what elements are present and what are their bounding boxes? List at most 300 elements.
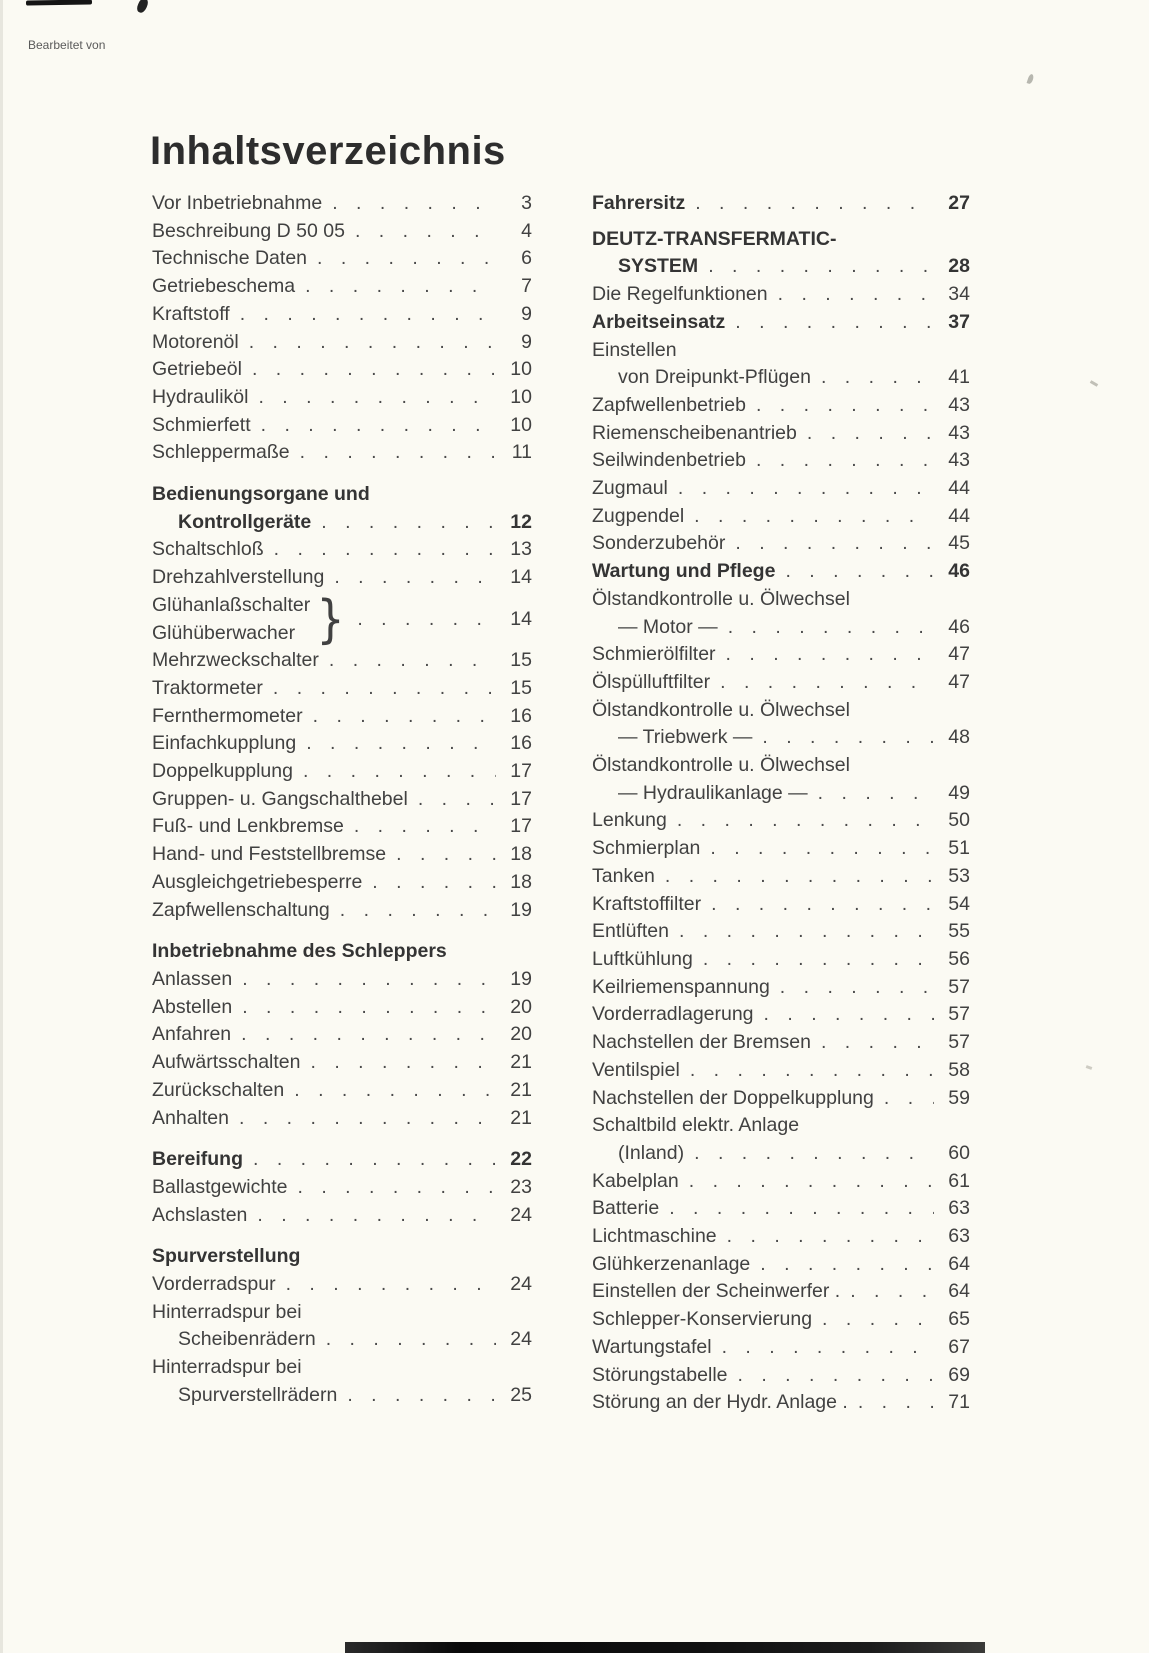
toc-entry-label: Abstellen	[152, 995, 233, 1018]
toc-entry-page: 67	[948, 1335, 970, 1358]
toc-entry	[152, 647, 532, 675]
toc-entry-label: Störung an der Hydr. Anlage .	[592, 1391, 848, 1414]
toc-entry	[592, 918, 970, 946]
toc-entry-page: 63	[948, 1197, 970, 1220]
toc-entry	[152, 786, 532, 814]
toc-entry	[592, 281, 970, 309]
toc-entry-label: Keilriemenspannung	[592, 975, 770, 998]
toc-entry	[592, 1112, 970, 1140]
toc-entry-page: 44	[948, 504, 970, 527]
dot-leader	[850, 1278, 934, 1306]
toc-entry-label: Vorderradlagerung	[592, 1003, 754, 1026]
toc-entry	[592, 253, 970, 281]
toc-entry-label: Die Regelfunktionen	[592, 283, 768, 306]
toc-column	[592, 190, 970, 1417]
toc-entry-label: Wartung und Pflege	[592, 560, 776, 583]
toc-entry	[152, 966, 532, 994]
toc-entry	[152, 994, 532, 1022]
toc-entry	[152, 938, 532, 966]
toc-entry-page: 14	[510, 607, 532, 630]
dot-leader	[239, 1105, 496, 1133]
dot-leader	[821, 1029, 934, 1057]
toc-entry-page: 24	[510, 1328, 532, 1351]
toc-entry-page: 58	[948, 1058, 970, 1081]
toc-entry-label: Bedienungsorgane und	[152, 483, 370, 506]
toc-entry-page: 16	[510, 704, 532, 727]
toc-entry-page: 41	[948, 366, 970, 389]
toc-entry-page: 69	[948, 1363, 970, 1386]
toc-entry-page: 24	[510, 1203, 532, 1226]
toc-entry-label: Anfahren	[152, 1023, 232, 1046]
toc-entry	[592, 807, 970, 835]
toc-entry-page: 19	[510, 898, 532, 921]
toc-entry-label: Entlüften	[592, 920, 669, 943]
scan-artifact-top-line	[26, 0, 92, 6]
dot-leader	[708, 253, 934, 281]
toc-entry-page: 48	[948, 726, 970, 749]
toc-entry	[152, 509, 532, 537]
toc-entry	[592, 1001, 970, 1029]
dot-leader	[249, 329, 496, 357]
toc-entry-page: 12	[510, 510, 532, 533]
toc-entry	[592, 530, 970, 558]
toc-entry-page: 37	[948, 310, 970, 333]
toc-entry-label: Arbeitseinsatz	[592, 310, 726, 333]
toc-entry	[592, 392, 970, 420]
toc-entry	[592, 1168, 970, 1196]
toc-entry-label: Luftkühlung	[592, 947, 693, 970]
toc-entry	[592, 226, 970, 254]
dot-leader	[689, 1168, 934, 1196]
toc-entry	[592, 1362, 970, 1390]
toc-entry-page: 57	[948, 1031, 970, 1054]
toc-entry	[152, 1271, 532, 1299]
dot-leader	[694, 1140, 934, 1168]
dot-leader	[273, 675, 496, 703]
toc-entry-page: 17	[510, 787, 532, 810]
toc-entry-page: 21	[510, 1106, 532, 1129]
toc-entry-label: Kraftstoff	[152, 302, 230, 325]
toc-entry	[592, 1029, 970, 1057]
toc-entry-page: 13	[510, 538, 532, 561]
toc-entry	[592, 1085, 970, 1113]
toc-entry-page: 14	[510, 566, 532, 589]
toc-entry-label: Tanken	[592, 864, 655, 887]
toc-entry-page: 47	[948, 670, 970, 693]
dot-leader	[347, 1382, 496, 1410]
dot-leader	[690, 1057, 934, 1085]
toc-entry-label: Riemenscheibenantrieb	[592, 421, 797, 444]
toc-entry-label: Einstellen der Scheinwerfer .	[592, 1280, 841, 1303]
toc-entry	[152, 273, 532, 301]
toc-entry-label: Traktormeter	[152, 676, 263, 699]
toc-entry	[592, 475, 970, 503]
toc-entry-label: Gruppen- u. Gangschalthebel	[152, 787, 408, 810]
toc-entry-label: DEUTZ-TRANSFERMATIC-	[592, 227, 837, 250]
toc-entry-label: von Dreipunkt-Pflügen	[618, 366, 811, 389]
toc-entry	[152, 301, 532, 329]
toc-entry-label: Zugmaul	[592, 477, 668, 500]
toc-entry	[592, 780, 970, 808]
toc-entry-label: — Hydraulikanlage —	[618, 781, 808, 804]
toc-entry-page: 27	[948, 192, 970, 214]
toc-entry-lines	[152, 592, 310, 647]
toc-entry	[152, 536, 532, 564]
dot-leader	[317, 245, 496, 273]
dot-leader	[756, 447, 934, 475]
dot-leader	[253, 1146, 496, 1174]
toc-entry-page: 3	[521, 192, 532, 214]
toc-entry-label: Schmierplan	[592, 837, 701, 860]
toc-entry	[592, 863, 970, 891]
toc-entry	[152, 1326, 532, 1354]
toc-entry	[592, 835, 970, 863]
toc-entry-label: Sonderzubehör	[592, 532, 726, 555]
toc-entry-page: 9	[521, 330, 532, 353]
scan-artifact-pen-mark	[135, 0, 149, 14]
toc-entry-label: Schmierfett	[152, 413, 251, 436]
toc-entry-label: Zurückschalten	[152, 1078, 285, 1101]
toc-entry	[152, 813, 532, 841]
toc-entry	[152, 1146, 532, 1174]
toc-entry-label: — Triebwerk —	[618, 726, 753, 749]
toc-entry	[152, 190, 532, 218]
toc-entry-label: Scheibenrädern	[178, 1328, 316, 1351]
toc-entry-label: Einfachkupplung	[152, 732, 297, 755]
toc-entry-label: Schmierölfilter	[592, 643, 716, 666]
toc-entry	[152, 412, 532, 440]
toc-entry	[152, 1243, 532, 1271]
toc-entry-label: Ölstandkontrolle u. Ölwechsel	[592, 698, 850, 721]
dot-leader	[242, 994, 496, 1022]
dot-leader	[286, 1271, 496, 1299]
toc-entry-page: 24	[510, 1273, 532, 1296]
toc-entry	[592, 503, 970, 531]
dot-leader	[329, 647, 496, 675]
toc-entry-page: 71	[948, 1391, 970, 1414]
toc-entry-label: Ventilspiel	[592, 1058, 680, 1081]
dot-leader	[780, 974, 934, 1002]
toc-entry-label: Schaltschloß	[152, 538, 264, 561]
toc-column	[152, 190, 532, 1410]
toc-entry-label: Hinterradspur bei	[152, 1356, 302, 1379]
toc-entry-page: 45	[948, 532, 970, 555]
toc-entry	[152, 356, 532, 384]
toc-entry	[592, 586, 970, 614]
brace-glyph: }	[316, 589, 345, 650]
dot-leader	[274, 536, 496, 564]
dot-leader	[807, 420, 934, 448]
toc-entry-page: 16	[510, 732, 532, 755]
toc-entry-page: 25	[510, 1383, 532, 1406]
dot-leader	[760, 1251, 934, 1279]
dot-leader	[678, 475, 934, 503]
toc-entry-label: Batterie	[592, 1197, 660, 1220]
toc-entry-page: 21	[510, 1051, 532, 1074]
toc-entry-page: 43	[948, 393, 970, 416]
toc-entry-label: Glühüberwacher	[152, 621, 296, 644]
dot-leader	[305, 273, 496, 301]
dot-leader	[396, 841, 496, 869]
toc-entry-page: 57	[948, 1003, 970, 1026]
toc-entry-label: Getriebeschema	[152, 275, 296, 298]
toc-entry-label: (Inland)	[618, 1141, 685, 1164]
toc-entry-page: 9	[521, 302, 532, 325]
toc-entry-page: 51	[948, 837, 970, 860]
toc-entry-label: Ballastgewichte	[152, 1175, 288, 1198]
toc-entry-page: 43	[948, 421, 970, 444]
dot-leader	[762, 724, 934, 752]
dot-leader	[252, 356, 496, 384]
toc-entry-label: Kraftstoffilter	[592, 892, 702, 915]
dot-leader	[242, 966, 496, 994]
toc-entry	[592, 752, 970, 780]
dot-leader	[240, 301, 496, 329]
toc-entry-page: 20	[510, 1023, 532, 1046]
dot-leader	[818, 780, 934, 808]
toc-entry	[152, 1299, 532, 1327]
dot-leader	[298, 1174, 497, 1202]
dot-leader	[294, 1077, 496, 1105]
toc-entry-page: 23	[510, 1175, 532, 1198]
toc-entry-label: Fernthermometer	[152, 704, 303, 727]
toc-entry-page: 64	[948, 1252, 970, 1275]
toc-entry-page: 18	[510, 843, 532, 866]
toc-entry-page: 22	[510, 1148, 532, 1171]
toc-entry	[152, 1049, 532, 1077]
toc-entry	[152, 897, 532, 925]
scan-artifact-speck	[1027, 73, 1035, 84]
toc-entry-page: 6	[521, 247, 532, 270]
toc-entry	[592, 1278, 970, 1306]
toc-entry	[152, 1021, 532, 1049]
toc-entry-label: Hand- und Feststellbremse	[152, 843, 387, 866]
toc-entry-page: 57	[948, 975, 970, 998]
toc-entry-label: Fahrersitz	[592, 192, 686, 214]
toc-entry-page: 65	[948, 1308, 970, 1331]
toc-entry-label: Getriebeöl	[152, 358, 242, 381]
scan-artifact-speck	[1086, 1065, 1093, 1070]
toc-entry-label: Lenkung	[592, 809, 667, 832]
scan-artifact-speck	[1090, 380, 1098, 387]
toc-entry	[152, 1077, 532, 1105]
toc-entry	[592, 614, 970, 642]
toc-entry-label: Schlepper-Konservierung	[592, 1308, 813, 1331]
toc-entry-page: 47	[948, 643, 970, 666]
toc-entry	[592, 697, 970, 725]
toc-entry-label: Seilwindenbetrieb	[592, 449, 746, 472]
dot-leader	[695, 190, 934, 218]
toc-entry-label: Spurverstellrädern	[178, 1383, 338, 1406]
toc-entry-page: 15	[510, 649, 532, 672]
toc-entry-label: Nachstellen der Bremsen	[592, 1031, 811, 1054]
dot-leader	[334, 564, 496, 592]
toc-entry	[592, 420, 970, 448]
dot-leader	[241, 1021, 496, 1049]
toc-entry	[152, 329, 532, 357]
dot-leader	[738, 1362, 934, 1390]
toc-entry-label: Ölstandkontrolle u. Ölwechsel	[592, 754, 850, 777]
dot-leader	[372, 869, 496, 897]
toc-entry-page: 64	[948, 1280, 970, 1303]
toc-entry-label: Zapfwellenbetrieb	[592, 393, 746, 416]
scan-artifact-bottom-bar	[345, 1642, 985, 1653]
toc-entry-page: 60	[948, 1141, 970, 1164]
toc-entry-label: Motorenöl	[152, 330, 239, 353]
toc-entry-page: 50	[948, 809, 970, 832]
toc-entry-label: Kabelplan	[592, 1169, 679, 1192]
toc-entry-label: Glühanlaßschalter	[152, 593, 311, 616]
toc-entry-label: Wartungstafel	[592, 1335, 712, 1358]
toc-entry-page: 46	[948, 560, 970, 583]
toc-entry-label: Zugpendel	[592, 504, 685, 527]
toc-entry-label: Technische Daten	[152, 247, 308, 270]
toc-entry	[152, 675, 532, 703]
dot-leader	[785, 558, 934, 586]
toc-entry-page: 10	[510, 385, 532, 408]
toc-entry-page: 55	[948, 920, 970, 943]
dot-leader	[354, 813, 496, 841]
toc-entry-label: Mehrzweckschalter	[152, 649, 319, 672]
toc-entry-label: — Motor —	[618, 615, 718, 638]
dot-leader	[303, 758, 496, 786]
toc-entry-page: 61	[948, 1169, 970, 1192]
toc-entry	[152, 1382, 532, 1410]
toc-entry-label: Schleppermaße	[152, 441, 290, 464]
toc-entry-page: 17	[510, 815, 532, 838]
page-title: Inhaltsverzeichnis	[150, 128, 506, 173]
toc-entry	[152, 1174, 532, 1202]
dot-leader	[764, 1001, 934, 1029]
toc-entry-label: Glühkerzenanlage	[592, 1252, 751, 1275]
toc-entry	[152, 481, 532, 509]
toc-entry-label: Ölspülluftfilter	[592, 670, 711, 693]
dot-leader	[884, 1085, 934, 1113]
dot-leader	[726, 641, 934, 669]
toc-entry-page: 56	[948, 947, 970, 970]
toc-entry	[592, 1334, 970, 1362]
dot-leader	[332, 190, 496, 218]
toc-entry	[592, 641, 970, 669]
toc-entry-label: Inbetriebnahme des Schleppers	[152, 940, 447, 963]
dot-leader	[418, 786, 496, 814]
toc-entry-label: Doppelkupplung	[152, 760, 293, 783]
dot-leader	[321, 509, 496, 537]
toc-entry-label: Achslasten	[152, 1203, 248, 1226]
toc-entry	[592, 946, 970, 974]
toc-entry	[152, 564, 532, 592]
toc-entry-page: 19	[510, 967, 532, 990]
toc-entry	[152, 1202, 532, 1230]
dot-leader	[355, 218, 496, 246]
dot-leader	[340, 897, 496, 925]
toc-entry-label: Fuß- und Lenkbremse	[152, 815, 344, 838]
toc-entry	[592, 1223, 970, 1251]
toc-entry-label: Bereifung	[152, 1148, 244, 1171]
toc-entry	[592, 309, 970, 337]
dot-leader	[735, 309, 934, 337]
toc-entry	[592, 1057, 970, 1085]
toc-entry-label: Ölstandkontrolle u. Ölwechsel	[592, 587, 850, 610]
toc-entry	[152, 439, 532, 467]
toc-entry	[152, 758, 532, 786]
toc-entry-page: 17	[510, 760, 532, 783]
dot-leader	[306, 730, 496, 758]
dot-leader	[722, 1334, 934, 1362]
toc-entry	[592, 190, 970, 218]
toc-entry-page: 28	[948, 255, 970, 278]
toc-entry	[592, 1140, 970, 1168]
toc-entry-label: Lichtmaschine	[592, 1225, 717, 1248]
dot-leader	[300, 439, 496, 467]
dot-leader	[258, 384, 496, 412]
scan-edge-shadow	[0, 0, 3, 1653]
toc-entry-page: 53	[948, 864, 970, 887]
toc-entry	[592, 724, 970, 752]
toc-entry-page: 34	[948, 283, 970, 306]
toc-entry-page: 21	[510, 1078, 532, 1101]
dot-leader	[822, 1306, 934, 1334]
toc-entry-label: Anlassen	[152, 967, 233, 990]
dot-leader	[821, 364, 934, 392]
toc-entry	[152, 869, 532, 897]
toc-entry	[152, 245, 532, 273]
toc-entry-label: Drehzahlverstellung	[152, 566, 325, 589]
toc-entry	[152, 1354, 532, 1382]
toc-entry	[592, 1306, 970, 1334]
dot-leader	[735, 530, 934, 558]
toc-entry-label: Kontrollgeräte	[178, 510, 312, 533]
toc-entry-label: Einstellen	[592, 338, 677, 361]
toc-entry-page: 10	[510, 413, 532, 436]
toc-entry-label: Anhalten	[152, 1106, 229, 1129]
toc-entry-label: Schaltbild elektr. Anlage	[592, 1114, 800, 1137]
toc-entry-page: 49	[948, 781, 970, 804]
dot-leader	[261, 412, 496, 440]
toc-entry-page: 15	[510, 676, 532, 699]
toc-entry-page: 7	[521, 275, 532, 298]
toc-entry-page: 54	[948, 892, 970, 915]
toc-entry-page: 46	[948, 615, 970, 638]
toc-entry-page: 18	[510, 870, 532, 893]
toc-entry	[592, 1251, 970, 1279]
toc-entry	[152, 841, 532, 869]
toc-entry-page: 43	[948, 449, 970, 472]
toc-entry	[592, 974, 970, 1002]
toc-entry-page: 4	[521, 219, 532, 242]
dot-leader	[326, 1326, 496, 1354]
toc-entry-page: 11	[511, 441, 532, 464]
dot-leader	[665, 863, 934, 891]
toc-entry-page: 20	[510, 995, 532, 1018]
toc-entry	[152, 703, 532, 731]
dot-leader	[756, 392, 934, 420]
dot-leader	[727, 1223, 934, 1251]
dot-leader	[711, 891, 934, 919]
toc-entry	[592, 337, 970, 365]
toc-entry-label: SYSTEM	[618, 255, 699, 278]
toc-entry-page: 10	[510, 358, 532, 381]
toc-entry-page: 59	[948, 1086, 970, 1109]
toc-entry	[592, 364, 970, 392]
toc-entry-label: Spurverstellung	[152, 1245, 301, 1268]
toc-entry-label: Störungstabelle	[592, 1363, 728, 1386]
dot-leader	[694, 503, 934, 531]
toc-entry-label: Beschreibung D 50 05	[152, 219, 345, 242]
dot-leader	[357, 606, 496, 634]
dot-leader	[710, 835, 934, 863]
dot-leader	[669, 1195, 934, 1223]
